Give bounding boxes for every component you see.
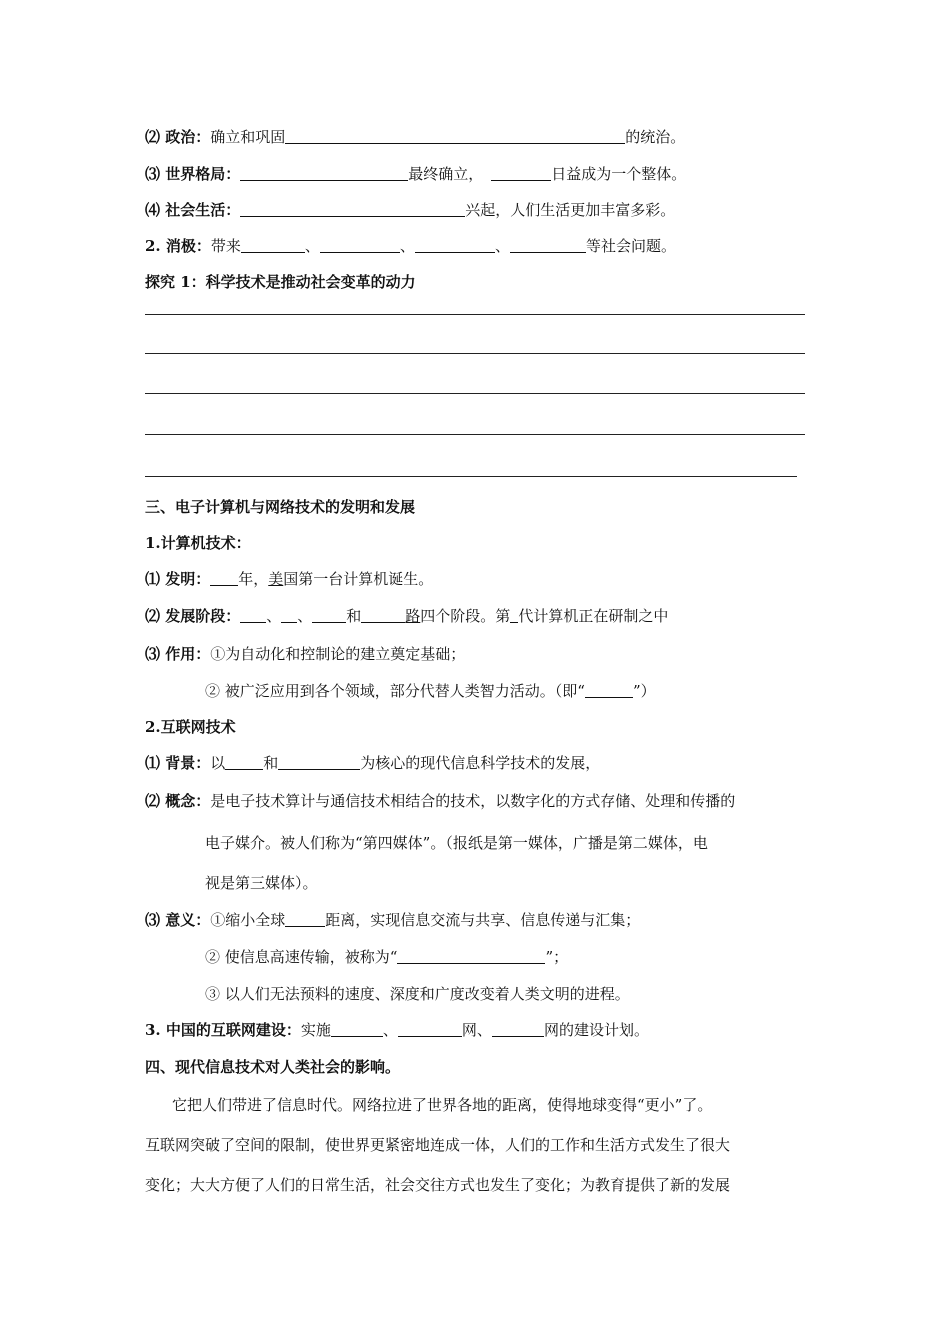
internet-title: 2.互联网技术 xyxy=(145,718,236,736)
computer-stage-sep-2: 、 xyxy=(297,607,313,625)
politics-line xyxy=(145,127,685,147)
world-blank-1[interactable] xyxy=(240,165,408,181)
computer-stage-and: 和 xyxy=(346,607,362,625)
computer-stage-blank-1[interactable] xyxy=(240,607,266,623)
answer-rule-5[interactable] xyxy=(145,476,797,477)
world-label: ⑶ 世界格局： xyxy=(145,165,241,183)
world-line xyxy=(145,164,686,184)
negative-text2: 等社会问题。 xyxy=(585,237,676,255)
internet-meaning2-line xyxy=(205,947,568,967)
section3-title: 三、电子计算机与网络技术的发明和发展 xyxy=(145,498,416,516)
computer-stage-t1: 四个阶段。第 xyxy=(420,607,511,625)
internet-bg-t2: 和 xyxy=(263,754,279,772)
internet-meaning2-blank[interactable] xyxy=(397,948,545,964)
negative-sep-1: 、 xyxy=(304,237,320,255)
social-text1: 兴起，人们生活更加丰富多彩。 xyxy=(465,201,676,219)
social-blank[interactable] xyxy=(240,201,465,217)
social-label: ⑷ 社会生活： xyxy=(145,201,241,219)
internet-bg-label: ⑴ 背景： xyxy=(145,754,211,772)
politics-blank[interactable] xyxy=(285,128,625,144)
world-text1: 最终确立， xyxy=(408,165,484,183)
internet-meaning1-blank[interactable] xyxy=(285,911,325,927)
section4-p2: 互联网突破了空间的限制，使世界更紧密地连成一体，人们的工作和生活方式发生了很大 xyxy=(145,1136,731,1154)
negative-sep-2: 、 xyxy=(399,237,415,255)
explore-title: 探究 1：科学技术是推动社会变革的动力 xyxy=(145,273,416,291)
internet-bg-blank-2[interactable] xyxy=(278,754,360,770)
computer-role2-line xyxy=(205,681,656,701)
section4-p3: 变化；大大方便了人们的日常生活，社会交往方式也发生了变化；为教育提供了新的发展 xyxy=(145,1176,731,1194)
internet-concept-line xyxy=(145,791,735,811)
negative-blank-1[interactable] xyxy=(241,237,305,253)
computer-role-line xyxy=(145,644,465,664)
internet-meaning2-t1: ② 使信息高速传输，被称为“ xyxy=(205,948,398,966)
world-blank-2[interactable] xyxy=(491,165,551,181)
computer-role2-blank[interactable] xyxy=(585,682,633,698)
negative-blank-2[interactable] xyxy=(320,237,400,253)
internet-meaning-line xyxy=(145,910,640,930)
politics-label: ⑵ 政治： xyxy=(145,128,211,146)
computer-stage-road: 路 xyxy=(405,607,421,625)
politics-text1: 确立和巩固 xyxy=(210,128,286,146)
china-blank-3[interactable] xyxy=(492,1021,544,1037)
negative-label: 2. 消极： xyxy=(145,237,211,255)
answer-rule-2[interactable] xyxy=(145,353,805,354)
answer-rule-3[interactable] xyxy=(145,393,805,394)
social-line xyxy=(145,200,675,220)
negative-blank-4[interactable] xyxy=(510,237,586,253)
answer-rule-1[interactable] xyxy=(145,314,805,315)
computer-stage-label: ⑵ 发展阶段： xyxy=(145,607,241,625)
china-label: 3. 中国的互联网建设： xyxy=(145,1021,301,1039)
computer-invent-blank[interactable] xyxy=(210,570,238,586)
computer-stage-blank-4[interactable] xyxy=(361,607,405,623)
china-t3: 网的建设计划。 xyxy=(543,1021,649,1039)
internet-meaning1-t2: 距离，实现信息交流与共享、信息传递与汇集； xyxy=(325,911,641,929)
computer-role2-t2: ”） xyxy=(632,682,656,700)
internet-meaning2-t2: ”； xyxy=(545,948,569,966)
computer-role2-t1: ② 被广泛应用到各个领域，部分代替人类智力活动。（即“ xyxy=(205,682,585,700)
computer-invent-line xyxy=(145,569,433,589)
china-blank-2[interactable] xyxy=(398,1021,462,1037)
world-text2: 日益成为一个整体。 xyxy=(551,165,687,183)
politics-text2: 的统治。 xyxy=(625,128,686,146)
computer-invent-t2: 美 xyxy=(268,570,284,588)
china-blank-1[interactable] xyxy=(331,1021,383,1037)
computer-role-label: ⑶ 作用： xyxy=(145,645,211,663)
computer-title: 1.计算机技术： xyxy=(145,534,251,552)
internet-meaning-label: ⑶ 意义： xyxy=(145,911,211,929)
internet-concept-l1: 是电子技术算计与通信技术相结合的技术，以数字化的方式存储、处理和传播的 xyxy=(210,792,736,810)
internet-meaning3: ③ 以人们无法预料的速度、深度和广度改变着人类文明的进程。 xyxy=(205,985,630,1003)
internet-concept-l2: 电子媒介。被人们称为“第四媒体”。（报纸是第一媒体，广播是第二媒体，电 xyxy=(205,834,708,852)
china-sep: 、 xyxy=(382,1021,398,1039)
internet-bg-line xyxy=(145,753,600,773)
china-t1: 实施 xyxy=(300,1021,331,1039)
negative-sep-3: 、 xyxy=(494,237,510,255)
answer-rule-4[interactable] xyxy=(145,434,805,435)
negative-blank-3[interactable] xyxy=(415,237,495,253)
computer-stage-t2: 代计算机正在研制之中 xyxy=(518,607,669,625)
section4-title: 四、现代信息技术对人类社会的影响。 xyxy=(145,1058,401,1076)
section4-p1: 它把人们带进了信息时代。网络拉进了世界各地的距离，使得地球变得“更小”了。 xyxy=(172,1096,713,1114)
computer-invent-t3: 国第一台计算机诞生。 xyxy=(283,570,434,588)
computer-invent-t1: 年， xyxy=(238,570,269,588)
internet-bg-t3: 为核心的现代信息科学技术的发展， xyxy=(360,754,601,772)
computer-stage-line xyxy=(145,606,668,626)
china-t2: 网、 xyxy=(461,1021,492,1039)
internet-concept-label: ⑵ 概念： xyxy=(145,792,211,810)
negative-line xyxy=(145,236,676,256)
computer-stage-sep-1: 、 xyxy=(266,607,282,625)
computer-stage-blank-3[interactable] xyxy=(312,607,346,623)
internet-bg-blank-1[interactable] xyxy=(225,754,263,770)
computer-invent-label: ⑴ 发明： xyxy=(145,570,211,588)
china-line xyxy=(145,1020,649,1040)
internet-meaning1-t1: ①缩小全球 xyxy=(210,911,286,929)
computer-role-1: ①为自动化和控制论的建立奠定基础； xyxy=(210,645,466,663)
computer-stage-blank-2[interactable] xyxy=(281,607,297,623)
internet-bg-t1: 以 xyxy=(210,754,226,772)
internet-concept-l3: 视是第三媒体）。 xyxy=(205,874,318,892)
negative-text1: 带来 xyxy=(210,237,241,255)
